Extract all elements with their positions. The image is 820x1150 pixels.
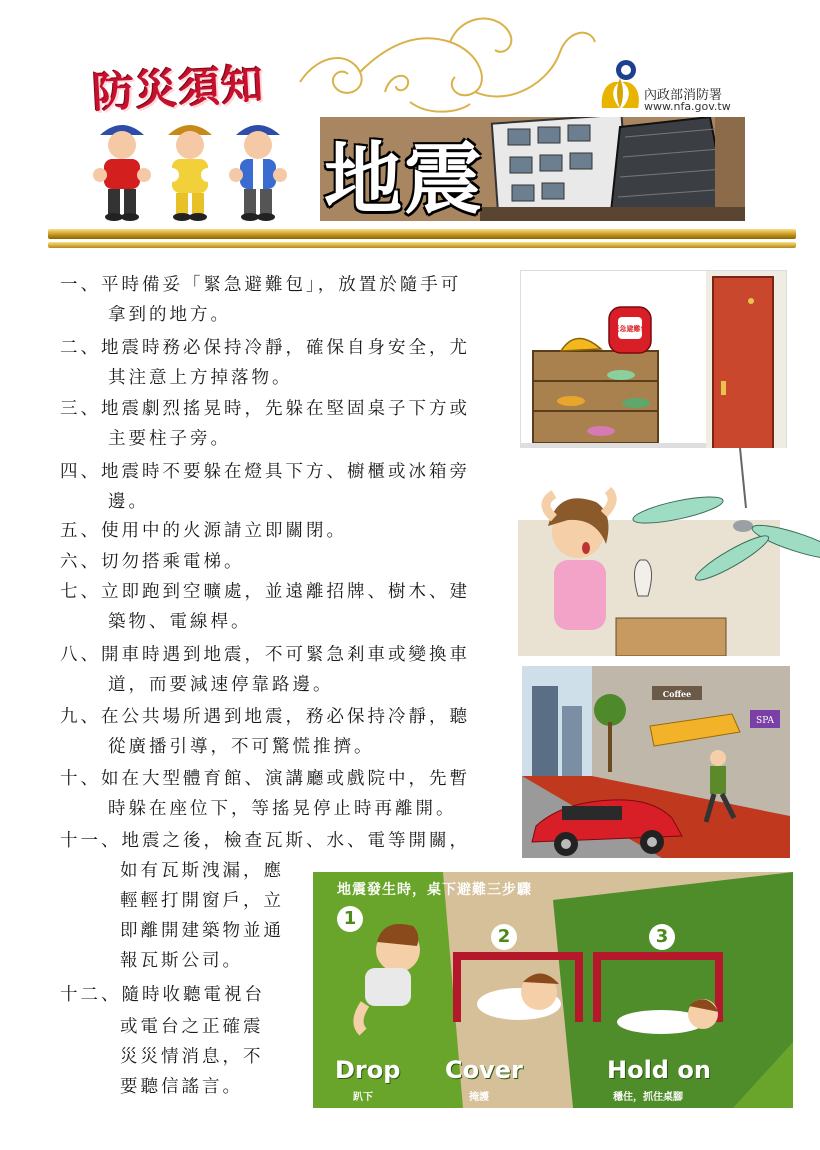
decorative-swirl: [290, 12, 600, 122]
step-2-number: 2: [491, 924, 517, 950]
step-2-word: Cover: [445, 1056, 523, 1084]
emergency-bag-illustration: [520, 270, 787, 450]
step-3-sub: 穩住，抓住桌腳: [613, 1092, 683, 1103]
list-item-1: 一、平時備妥「緊急避難包」，放置於隨手可: [60, 275, 462, 295]
list-item-12: 十二、隨時收聽電視台: [60, 985, 265, 1005]
list-item-11: 十一、地震之後，檢查瓦斯、水、電等開關，: [60, 831, 470, 851]
list-item-11-cont-3: 即離開建築物並通: [120, 921, 284, 941]
list-item-11-cont-4: 報瓦斯公司。: [120, 951, 243, 971]
step-3-word: Hold on: [607, 1056, 711, 1084]
ceiling-fan-illustration: [518, 448, 820, 656]
street-car-illustration: [522, 666, 790, 858]
list-item-9: 九、在公共場所遇到地震，務必保持冷靜，聽: [60, 707, 470, 727]
agency-url: www.nfa.gov.tw: [644, 100, 731, 113]
mascot-blue: [229, 125, 287, 221]
steps-title: 地震發生時，桌下避難三步驟: [337, 882, 532, 898]
list-item-7-cont: 築物、電線桿。: [108, 612, 252, 632]
firefighter-mascots-image: [90, 115, 310, 225]
gold-divider: [48, 229, 796, 239]
list-item-12-cont-2: 災災情消息，不: [120, 1047, 264, 1067]
list-item-4: 四、地震時不要躲在燈具下方、櫥櫃或冰箱旁: [60, 462, 470, 482]
coffee-sign: Coffee: [662, 689, 692, 699]
step-1-sub: 趴下: [353, 1092, 373, 1103]
list-item-3: 三、地震劇烈搖晃時，先躲在堅固桌子下方或: [60, 399, 470, 419]
list-item-11-cont-2: 輕輕打開窗戶，立: [120, 891, 284, 911]
spa-sign: SPA: [756, 716, 774, 726]
list-item-4-cont: 邊。: [108, 492, 149, 512]
list-item-8: 八、開車時遇到地震，不可緊急剎車或變換車: [60, 645, 470, 665]
bag-label: 緊急避難包: [612, 325, 648, 333]
step-3-number: 3: [649, 924, 675, 950]
banner-title: 地震: [324, 134, 485, 221]
agency-name: 內政部消防署: [644, 88, 723, 103]
list-item-2: 二、地震時務必保持冷靜，確保自身安全，尤: [60, 338, 470, 358]
gold-divider-thin: [48, 242, 796, 248]
list-item-12-cont-1: 或電台之正確震: [120, 1017, 264, 1037]
mascot-yellow: [165, 125, 215, 221]
list-item-6: 六、切勿搭乘電梯。: [60, 552, 245, 572]
list-item-1-cont: 拿到的地方。: [108, 305, 231, 325]
earthquake-banner: [320, 117, 745, 221]
list-item-2-cont: 其注意上方掉落物。: [108, 368, 293, 388]
list-item-11-cont-1: 如有瓦斯洩漏，應: [120, 861, 284, 881]
list-item-12-cont-3: 要聽信謠言。: [120, 1077, 243, 1097]
agency-block: [598, 58, 768, 114]
list-item-3-cont: 主要柱子旁。: [108, 429, 231, 449]
drop-cover-hold-illustration: [313, 872, 793, 1108]
page-title: 防災須知: [90, 59, 266, 118]
list-item-10-cont: 時躲在座位下，等搖晃停止時再離開。: [108, 799, 457, 819]
step-1-word: Drop: [335, 1056, 401, 1084]
step-1-number: 1: [337, 906, 363, 932]
list-item-5: 五、使用中的火源請立即關閉。: [60, 521, 347, 541]
list-item-7: 七、立即跑到空曠處，並遠離招牌、樹木、建: [60, 582, 470, 602]
mascot-red: [93, 125, 151, 221]
list-item-8-cont: 道，而要減速停靠路邊。: [108, 675, 334, 695]
step-2-sub: 掩護: [469, 1092, 489, 1103]
list-item-10: 十、如在大型體育館、演講廳或戲院中，先暫: [60, 769, 470, 789]
list-item-9-cont: 從廣播引導，不可驚慌推擠。: [108, 737, 375, 757]
nfa-emblem-icon: [598, 58, 642, 110]
